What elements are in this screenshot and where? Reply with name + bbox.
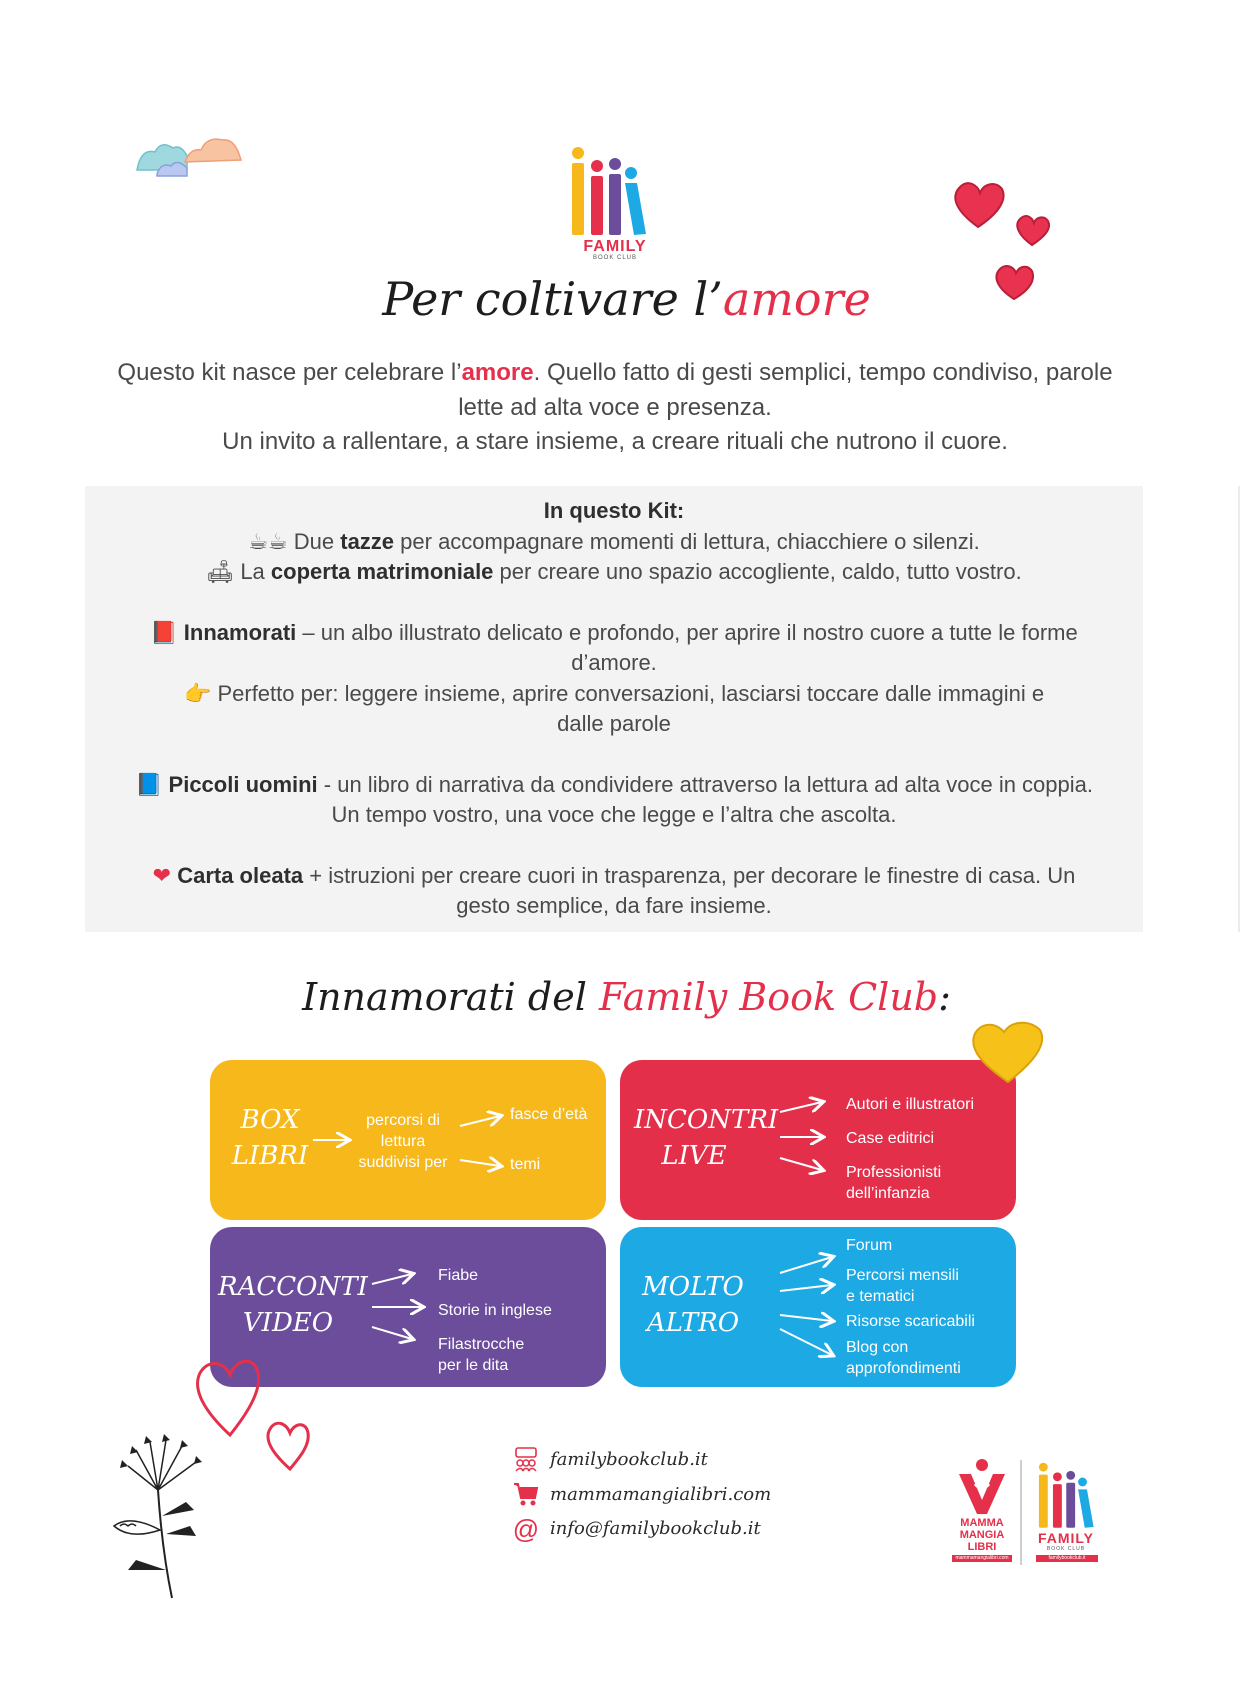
shopping-cart-icon: [512, 1481, 540, 1509]
mm-url: mammamangialibri.com: [955, 1555, 1009, 1561]
family-subtitle: BOOK CLUB: [1046, 1546, 1086, 1552]
pointing-hand-icon: 👉: [183, 680, 212, 706]
page-title: [0, 272, 1253, 326]
kit-item-text: Due: [287, 528, 341, 554]
card-title-line: LIBRI: [231, 1141, 309, 1171]
card-text-line: dell’infanzia: [846, 1185, 930, 1202]
card-text-line: per le dita: [438, 1357, 509, 1374]
card-text-line: Professionisti: [846, 1164, 942, 1181]
arrows-icon: [620, 1060, 1016, 1220]
card-title-line: LIVE: [661, 1141, 727, 1171]
kit-item-piccoli-uomini: [85, 770, 1143, 831]
card-item: [846, 1265, 959, 1307]
kit-item-bold: tazze: [340, 528, 395, 554]
kit-item-text: – un albo illustrato delicato e profondo, per aprire il nostro cuore a tutte le forme d’amore.: [296, 619, 1078, 675]
card-title-line: MOLTO: [642, 1272, 744, 1302]
section-title-main: Innamorati del: [302, 975, 599, 1019]
card-text-line: lettura: [380, 1133, 426, 1150]
family-wordmark: FAMILY: [1037, 1530, 1095, 1546]
email-at-icon: @: [512, 1514, 540, 1544]
card-text-line: Blog con: [846, 1339, 909, 1356]
family-book-club-site-icon: [512, 1446, 540, 1474]
card-item: Autori e illustratori: [846, 1096, 975, 1113]
mm-line: MAMMA: [960, 1517, 1004, 1529]
heart-icon: ❤: [152, 862, 172, 888]
intro-part1: Questo kit nasce per celebrare l’: [117, 359, 462, 386]
kit-item-bold: Carta oleata: [177, 862, 304, 888]
title-accent: amore: [722, 272, 871, 326]
card-item: Fiabe: [438, 1267, 479, 1284]
family-url: familybookclub.it: [1048, 1555, 1086, 1561]
coffee-cups-icon: ☕☕: [248, 528, 288, 554]
kit-item-text: per creare uno spazio accogliente, caldo, tutto vostro.: [493, 559, 1022, 584]
intro-highlight: amore: [461, 359, 534, 386]
section-title-end: :: [938, 975, 951, 1019]
card-title-line: VIDEO: [242, 1308, 334, 1338]
kit-contents-box: [85, 486, 1143, 932]
blue-book-icon: 📘: [135, 771, 163, 797]
family-book-club-logo-icon: [570, 146, 650, 238]
clouds-decoration: [135, 130, 245, 180]
intro-line3: Un invito a rallentare, a stare insieme, a creare rituali che nutrono il cuore.: [222, 428, 1008, 455]
mamma-mangia-libri-logo-icon: [955, 1458, 1009, 1516]
card-item: Case editrici: [846, 1130, 935, 1147]
intro-paragraph: [100, 356, 1130, 460]
flower-illustration: [100, 1430, 210, 1600]
kit-item-coperta: [85, 557, 1143, 588]
card-incontri-live: [620, 1060, 1016, 1220]
section-title: [0, 975, 1253, 1019]
kit-item-tazze: [85, 527, 1143, 558]
card-text-line: Filastrocche: [438, 1336, 525, 1353]
divider: [1020, 1460, 1022, 1565]
outline-hearts-decoration: [190, 1345, 325, 1475]
footer-link-familybookclub[interactable]: familybookclub.it: [550, 1449, 708, 1470]
card-text-line: Percorsi mensili: [846, 1267, 959, 1284]
kit-item-bold: coperta matrimoniale: [270, 559, 494, 584]
kit-item-innamorati: [85, 618, 1143, 679]
card-middle-text: [348, 1110, 458, 1173]
card-item: temi: [510, 1156, 541, 1173]
mamma-mangia-libri-wordmark: [952, 1517, 1012, 1553]
title-main: Per coltivare l’: [382, 272, 723, 326]
couch-icon: 🛋: [206, 559, 235, 584]
card-box-libri: [210, 1060, 606, 1220]
kit-item-text: Perfetto per: leggere insieme, aprire conversazioni, lasciarsi toccare dalle immagini e dalle parole: [211, 680, 1045, 736]
kit-item-bold: Piccoli uomini: [168, 771, 318, 797]
kit-item-bold: Innamorati: [183, 619, 297, 645]
footer-link-mammamangialibri[interactable]: mammamangialibri.com: [550, 1484, 772, 1505]
card-molto-altro: [620, 1227, 1016, 1387]
red-book-icon: 📕: [150, 619, 178, 645]
kit-item-text: + istruzioni per creare cuori in trasparenza, per decorare le finestre di casa. Un gesto semplice, da fare insieme.: [303, 862, 1076, 918]
card-item: fasce d’età: [510, 1106, 588, 1123]
logo-subtitle: BOOK CLUB: [592, 255, 637, 261]
kit-title: In questo Kit:: [543, 498, 685, 523]
card-item: [846, 1337, 961, 1379]
card-text-line: approfondimenti: [846, 1360, 961, 1377]
card-item: Forum: [846, 1237, 893, 1254]
divider: [1238, 486, 1240, 932]
section-title-accent: Family Book Club: [598, 975, 939, 1019]
card-item: [438, 1334, 524, 1376]
card-item: [846, 1162, 941, 1204]
kit-item-text: - un libro di narrativa da condividere attraverso la lettura ad alta voce in coppia. Un tempo vostro, una voce che legge e l’altra che ascolta.: [317, 771, 1093, 827]
kit-item-text: per accompagnare momenti di lettura, chiacchiere o silenzi.: [394, 528, 980, 554]
card-title-line: ALTRO: [646, 1308, 740, 1338]
kit-item-carta-oleata: [85, 861, 1143, 922]
card-item: Storie in inglese: [438, 1302, 552, 1319]
mm-line: MANGIA: [959, 1529, 1005, 1541]
footer-link-email[interactable]: info@familybookclub.it: [550, 1518, 761, 1539]
family-book-club-small-logo-icon: [1036, 1462, 1098, 1530]
yellow-heart-decoration: [968, 1018, 1048, 1086]
card-text-line: e tematici: [846, 1288, 915, 1305]
card-title-line: BOX: [240, 1105, 300, 1135]
kit-item-perfetto: [85, 679, 1143, 740]
card-text-line: suddivisi per: [358, 1154, 448, 1171]
card-title-line: INCONTRI: [634, 1105, 779, 1135]
intro-part2: . Quello fatto di gesti semplici, tempo condiviso, parole lette ad alta voce e presenza.: [458, 359, 1113, 421]
card-text-line: percorsi di: [366, 1112, 440, 1129]
kit-item-text: La: [234, 559, 271, 584]
mm-line: LIBRI: [967, 1541, 997, 1553]
card-title-line: RACCONTI: [218, 1272, 368, 1302]
logo-wordmark: FAMILY: [583, 238, 647, 255]
card-item: Risorse scaricabili: [846, 1313, 975, 1330]
